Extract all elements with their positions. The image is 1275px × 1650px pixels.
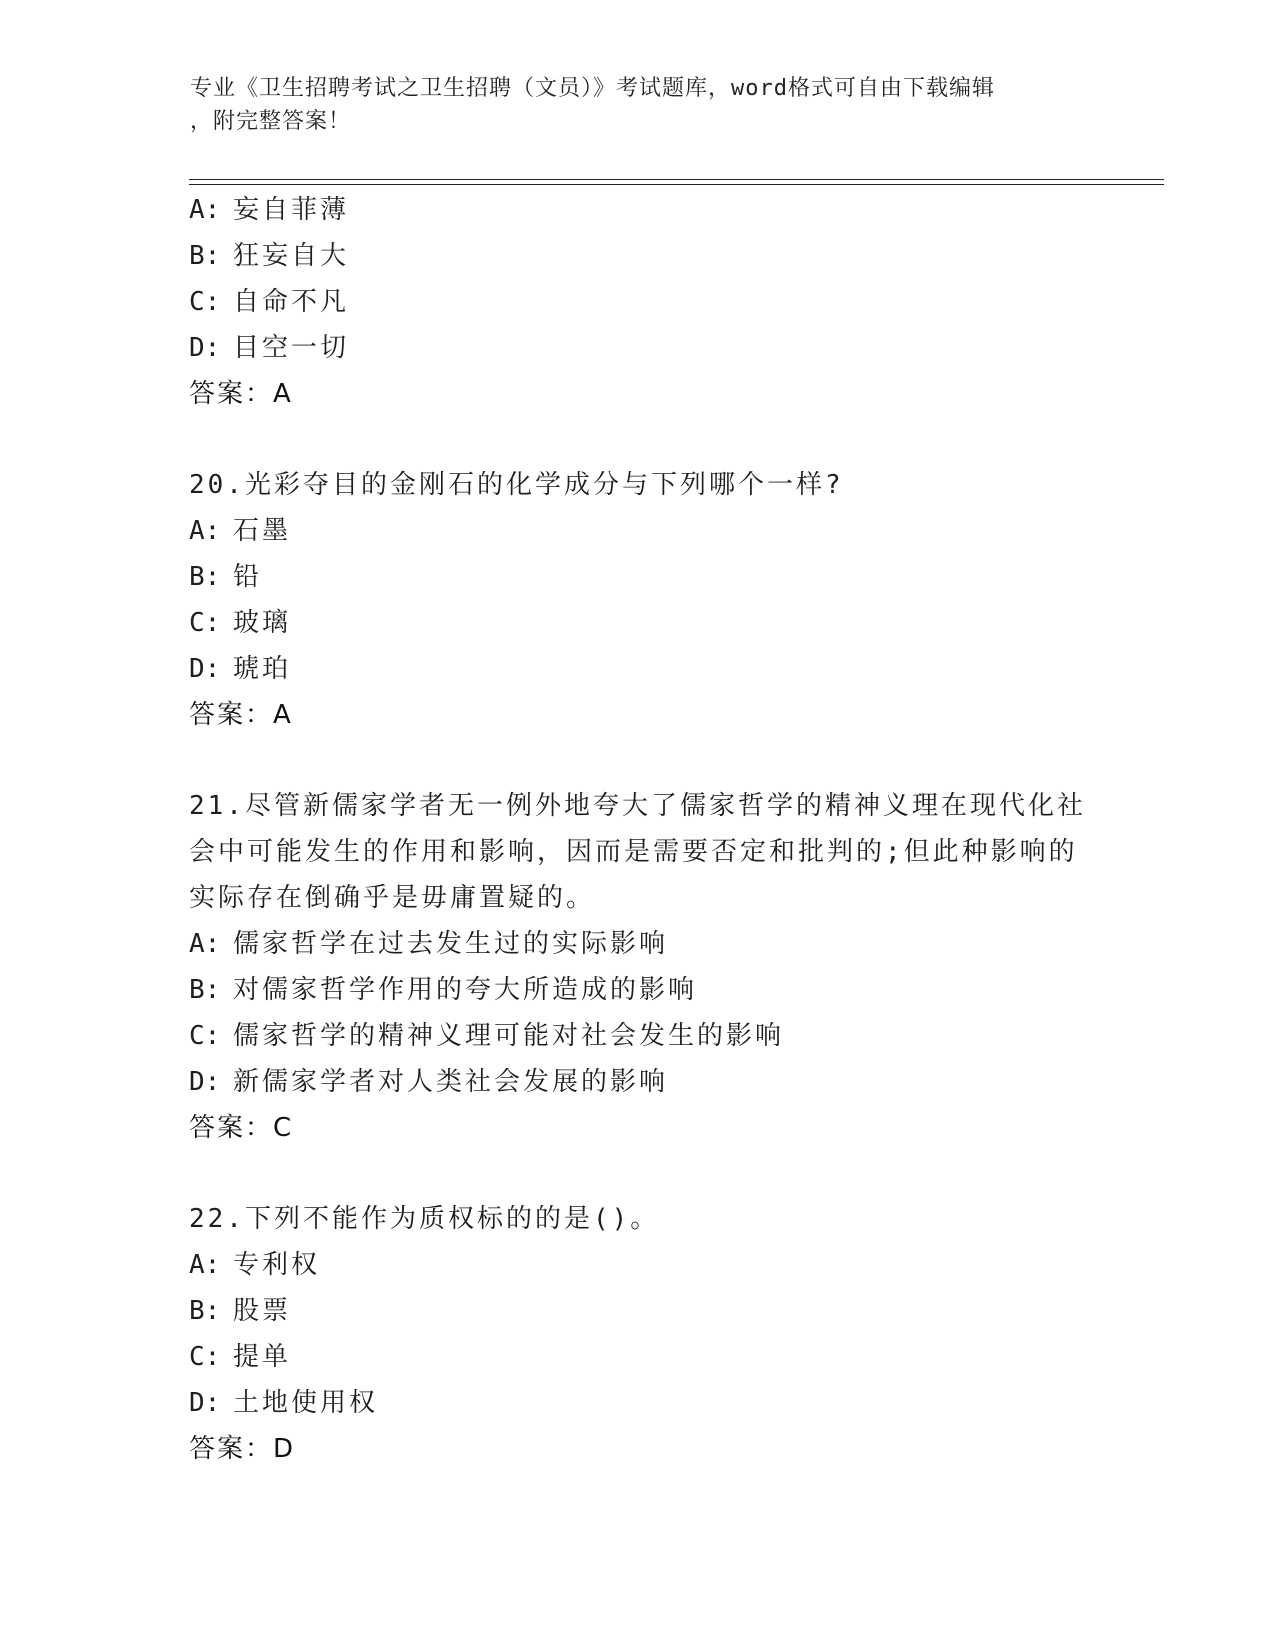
- option-text: 自命不凡: [233, 287, 350, 317]
- option-c: [189, 279, 1089, 325]
- option-text: 对儒家哲学作用的夸大所造成的影响: [233, 975, 698, 1005]
- option-prefix: A:: [189, 1250, 221, 1280]
- question-text: 会中可能发生的作用和影响，因而是需要否定和批判的;但此种影响的: [189, 837, 1078, 867]
- option-prefix: A:: [189, 195, 221, 225]
- option-c: [189, 1334, 1089, 1380]
- option-b: [189, 967, 1089, 1013]
- option-c: [189, 600, 1089, 646]
- option-text: 土地使用权: [233, 1388, 379, 1418]
- question-block: [189, 187, 1089, 417]
- option-d: [189, 1059, 1089, 1105]
- option-d: [189, 1380, 1089, 1426]
- option-text: 铅: [233, 562, 263, 592]
- option-text: 股票: [233, 1296, 292, 1326]
- question-text: 22.下列不能作为质权标的的是()。: [189, 1204, 660, 1234]
- question-block: [189, 783, 1089, 1151]
- option-prefix: A:: [189, 516, 221, 546]
- option-c: [189, 1013, 1089, 1059]
- question-text: 21.尽管新儒家学者无一例外地夸大了儒家哲学的精神义理在现代化社: [189, 791, 1086, 821]
- option-prefix: D:: [189, 654, 221, 684]
- option-text: 儒家哲学在过去发生过的实际影响: [233, 929, 669, 959]
- option-a: [189, 921, 1089, 967]
- question-text: 20.光彩夺目的金刚石的化学成分与下列哪个一样?: [189, 470, 844, 500]
- option-text: 石墨: [233, 516, 292, 546]
- option-text: 目空一切: [233, 333, 350, 363]
- spacer: [189, 1151, 1089, 1196]
- option-a: [189, 187, 1089, 233]
- question-text: 实际存在倒确乎是毋庸置疑的。: [189, 883, 596, 913]
- option-b: [189, 554, 1089, 600]
- option-text: 狂妄自大: [233, 241, 350, 271]
- spacer: [189, 417, 1089, 462]
- option-prefix: C:: [189, 608, 221, 638]
- option-b: [189, 1288, 1089, 1334]
- document-header: [190, 72, 1090, 138]
- option-prefix: D:: [189, 1067, 221, 1097]
- option-a: [189, 508, 1089, 554]
- answer-line: 答案：D: [189, 1434, 296, 1464]
- option-text: 专利权: [233, 1250, 321, 1280]
- option-prefix: D:: [189, 333, 221, 363]
- option-d: [189, 325, 1089, 371]
- question-list: [189, 187, 1089, 1472]
- header-divider-bottom: [189, 184, 1164, 185]
- question-block: [189, 462, 1089, 738]
- option-prefix: B:: [189, 241, 221, 271]
- option-prefix: A:: [189, 929, 221, 959]
- answer-line: 答案：A: [189, 700, 293, 730]
- option-prefix: D:: [189, 1388, 221, 1418]
- option-text: 新儒家学者对人类社会发展的影响: [233, 1067, 669, 1097]
- option-prefix: B:: [189, 975, 221, 1005]
- option-text: 琥珀: [233, 654, 292, 684]
- option-d: [189, 646, 1089, 692]
- option-a: [189, 1242, 1089, 1288]
- header-line-2: ，附完整答案！: [190, 109, 352, 134]
- header-line-1: 专业《卫生招聘考试之卫生招聘（文员）》考试题库，word格式可自由下载编辑: [190, 76, 995, 101]
- option-text: 儒家哲学的精神义理可能对社会发生的影响: [233, 1021, 785, 1051]
- option-prefix: C:: [189, 1021, 221, 1051]
- option-prefix: B:: [189, 1296, 221, 1326]
- option-b: [189, 233, 1089, 279]
- option-text: 妄自菲薄: [233, 195, 350, 225]
- header-divider-top: [189, 179, 1164, 180]
- question-block: [189, 1196, 1089, 1472]
- option-text: 提单: [233, 1342, 292, 1372]
- answer-line: 答案：A: [189, 379, 293, 409]
- spacer: [189, 738, 1089, 783]
- option-prefix: C:: [189, 1342, 221, 1372]
- option-prefix: C:: [189, 287, 221, 317]
- option-prefix: B:: [189, 562, 221, 592]
- answer-line: 答案：C: [189, 1113, 294, 1143]
- option-text: 玻璃: [233, 608, 292, 638]
